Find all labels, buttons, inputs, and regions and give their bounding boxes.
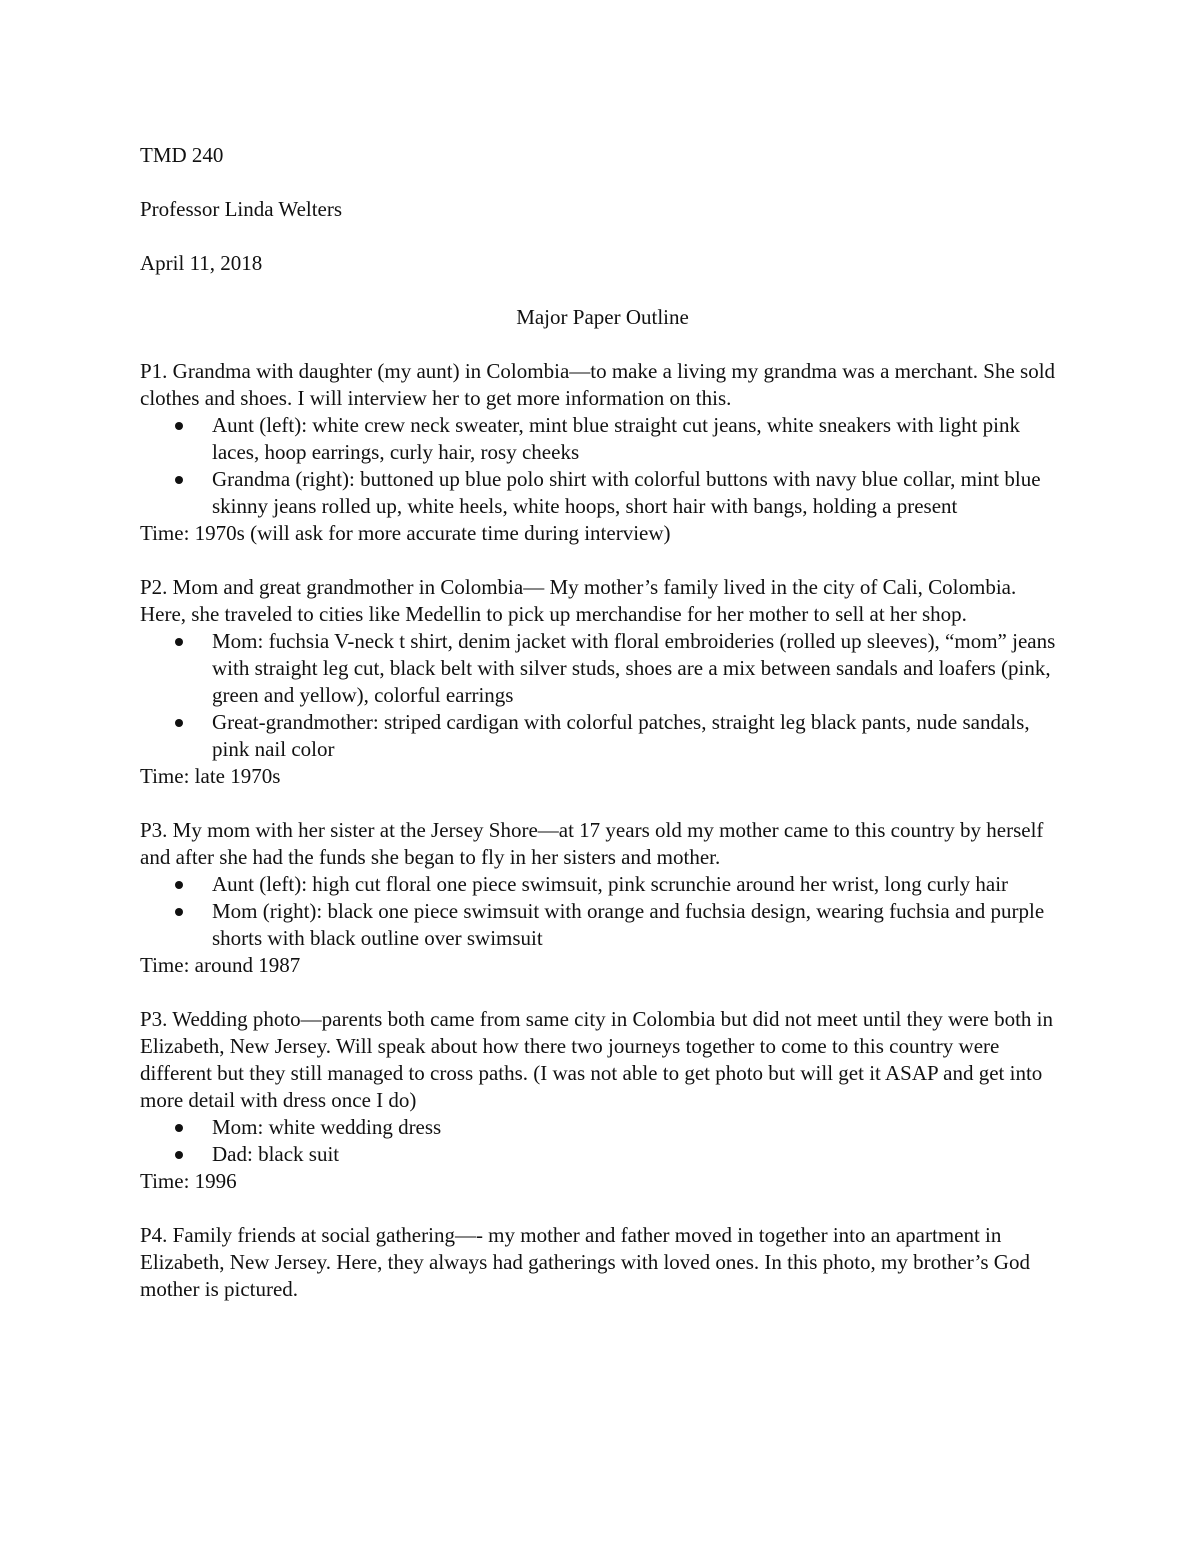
list-item <box>140 898 1065 952</box>
section-time: Time: 1996 <box>140 1169 237 1193</box>
bullet-icon <box>175 476 183 484</box>
list-item-text: Great-grandmother: striped cardigan with colorful patches, straight leg black pants, nude sandals, pink nail color <box>212 710 1030 761</box>
list-item <box>140 628 1065 709</box>
section-intro: P3. My mom with her sister at the Jersey Shore—at 17 years old my mother came to this country by herself and after she had the funds she began to fly in her sisters and mother. <box>140 818 1044 869</box>
section-time: Time: 1970s (will ask for more accurate time during interview) <box>140 521 671 545</box>
bullet-icon <box>175 881 183 889</box>
section-intro: P2. Mom and great grandmother in Colombia— My mother’s family lived in the city of Cali, Colombia. Here, she traveled to cities like Medellin to pick up merchandise for her mother to sell at her shop. <box>140 575 1017 626</box>
list-item <box>140 1114 1065 1141</box>
section-time: Time: around 1987 <box>140 953 301 977</box>
course-name: TMD 240 <box>140 143 224 167</box>
list-item-text: Mom (right): black one piece swimsuit with orange and fuchsia design, wearing fuchsia and purple shorts with black outline over swimsuit <box>212 899 1045 950</box>
bullet-icon <box>175 719 183 727</box>
list-item-text: Dad: black suit <box>212 1142 340 1166</box>
list-item-text: Aunt (left): high cut floral one piece swimsuit, pink scrunchie around her wrist, long curly hair <box>212 872 1009 896</box>
document-page <box>140 142 1065 1330</box>
outline-section-p3-wedding <box>140 1006 1065 1195</box>
section-intro: P4. Family friends at social gathering—- my mother and father moved in together into an apartment in Elizabeth, New Jersey. Here, they always had gatherings with loved ones. In this photo, my brother’s God mother is pictured. <box>140 1223 1030 1301</box>
outline-section-p2 <box>140 574 1065 790</box>
bullet-icon <box>175 638 183 646</box>
bullet-list <box>140 871 1065 952</box>
list-item <box>140 1141 1065 1168</box>
list-item-text: Grandma (right): buttoned up blue polo shirt with colorful buttons with navy blue collar, mint blue skinny jeans rolled up, white heels, white hoops, short hair with bangs, holding a present <box>212 467 1041 518</box>
list-item-text: Mom: white wedding dress <box>212 1115 442 1139</box>
list-item-text: Mom: fuchsia V-neck t shirt, denim jacket with floral embroideries (rolled up sleeves), “mom” jeans with straight leg cut, black belt with silver studs, shoes are a mix between sandals and loafers (pink, green and yellow), colorful earrings <box>212 629 1056 707</box>
bullet-icon <box>175 1151 183 1159</box>
bullet-list <box>140 628 1065 763</box>
document-title: Major Paper Outline <box>516 305 689 329</box>
section-intro: P3. Wedding photo—parents both came from same city in Colombia but did not meet until they were both in Elizabeth, New Jersey. Will speak about how there two journeys together to come to this country were different but they still managed to cross paths. (I was not able to get photo but will get it ASAP and get into more detail with dress once I do) <box>140 1007 1054 1112</box>
section-time: Time: late 1970s <box>140 764 281 788</box>
list-item <box>140 466 1065 520</box>
list-item <box>140 871 1065 898</box>
bullet-icon <box>175 908 183 916</box>
outline-section-p1 <box>140 358 1065 547</box>
document-date: April 11, 2018 <box>140 251 263 275</box>
professor-name: Professor Linda Welters <box>140 197 343 221</box>
bullet-list <box>140 1114 1065 1168</box>
outline-section-p4 <box>140 1222 1065 1303</box>
list-item <box>140 412 1065 466</box>
list-item-text: Aunt (left): white crew neck sweater, mint blue straight cut jeans, white sneakers with light pink laces, hoop earrings, curly hair, rosy cheeks <box>212 413 1021 464</box>
list-item <box>140 709 1065 763</box>
section-intro: P1. Grandma with daughter (my aunt) in Colombia—to make a living my grandma was a merchant. She sold clothes and shoes. I will interview her to get more information on this. <box>140 359 1056 410</box>
bullet-icon <box>175 1124 183 1132</box>
bullet-icon <box>175 422 183 430</box>
bullet-list <box>140 412 1065 520</box>
outline-section-p3-shore <box>140 817 1065 979</box>
